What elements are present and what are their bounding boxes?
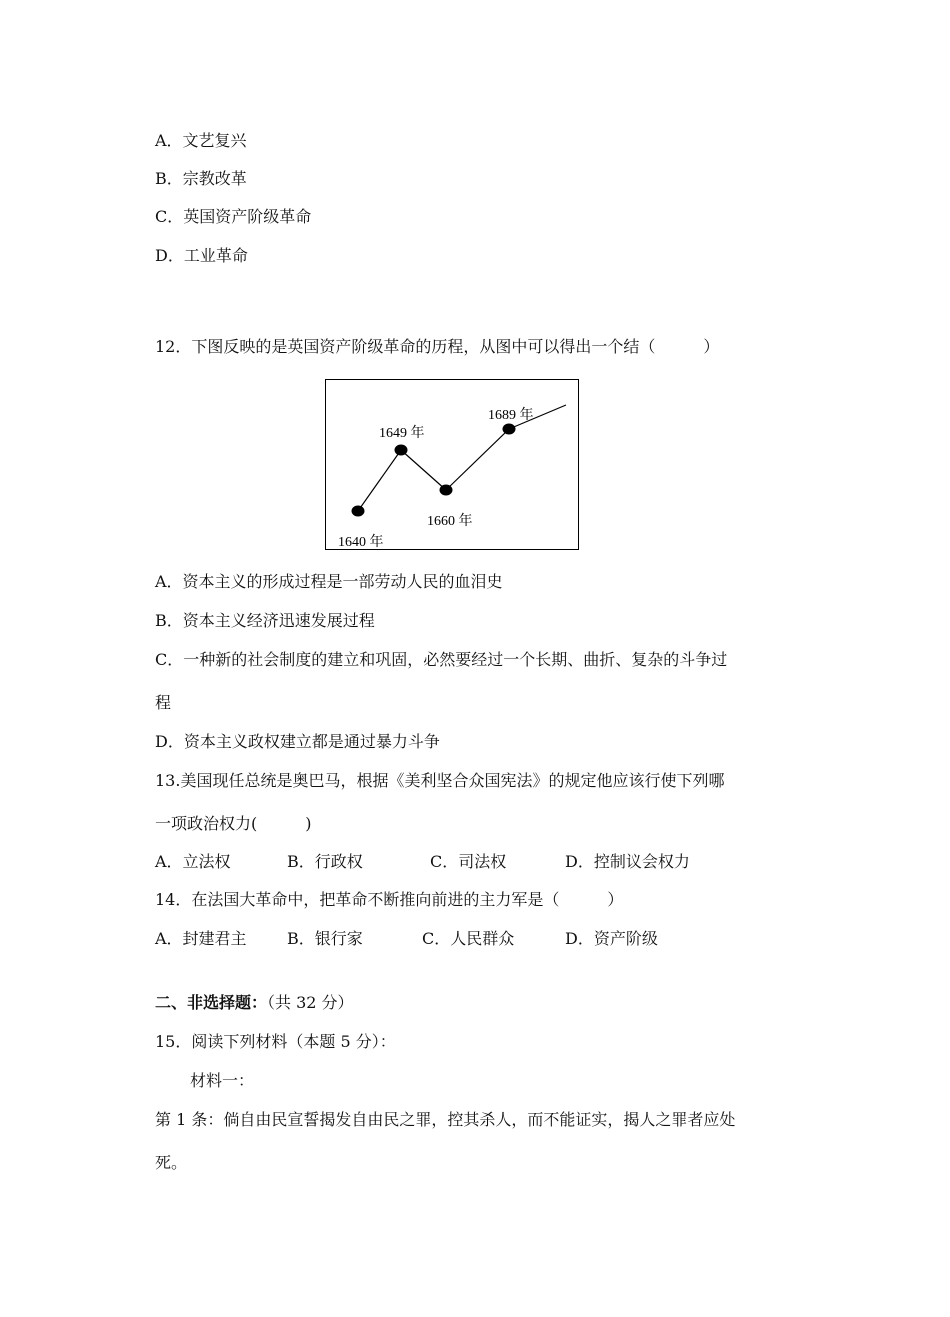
q13-options-row — [0, 852, 950, 872]
q14-options-row — [0, 929, 950, 949]
q14-option-d: D．资产阶级 — [565, 929, 658, 948]
section-2-heading: 二、非选择题： — [155, 993, 268, 1012]
q15-text-line1: 第 1 条：倘自由民宣誓揭发自由民之罪，控其杀人，而不能证实，揭人之罪者应处 — [155, 1110, 736, 1129]
q15-text-line2: 死。 — [155, 1153, 188, 1172]
q13-stem-line2: 一项政治权力( ) — [155, 814, 312, 833]
section-2-score-note: （共 32 分） — [267, 993, 354, 1012]
q13-option-b: B．行政权 — [287, 852, 363, 871]
chart-point-label-1: 1640 年 — [338, 535, 384, 550]
q13-stem-line1: 13.美国现任总统是奥巴马，根据《美利坚合众国宪法》的规定他应该行使下列哪 — [155, 771, 725, 790]
q11-option-d: D．工业革命 — [155, 246, 248, 265]
chart-point-1 — [352, 506, 365, 517]
q11-option-c: C．英国资产阶级革命 — [155, 207, 312, 226]
q13-option-d: D．控制议会权力 — [565, 852, 690, 871]
q15-stem: 15．阅读下列材料（本题 5 分）： — [155, 1032, 396, 1051]
chart-point-label-2: 1649 年 — [379, 426, 425, 441]
chart-point-4 — [503, 424, 516, 435]
chart-canvas — [326, 380, 580, 551]
q12-option-b: B．资本主义经济迅速发展过程 — [155, 611, 375, 630]
q15-material-label: 材料一： — [190, 1071, 255, 1090]
q14-option-c: C．人民群众 — [422, 929, 515, 948]
chart-point-3 — [440, 485, 453, 496]
q14-option-a: A．封建君主 — [155, 929, 247, 948]
q11-option-a: A．文艺复兴 — [155, 131, 247, 150]
q12-option-c: C．一种新的社会制度的建立和巩固，必然要经过一个长期、曲折、复杂的斗争过 — [155, 650, 728, 669]
chart-point-2 — [395, 445, 408, 456]
section-2-header — [155, 993, 354, 1013]
q11-option-b: B．宗教改革 — [155, 169, 247, 188]
q13-option-c: C．司法权 — [430, 852, 507, 871]
revolution-timeline-chart — [325, 379, 579, 550]
q14-stem: 14．在法国大革命中，把革命不断推向前进的主力军是（ ） — [155, 890, 624, 909]
chart-segment-2 — [401, 450, 446, 490]
q12-stem: 12．下图反映的是英国资产阶级革命的历程，从图中可以得出一个结（ ） — [155, 337, 720, 356]
q13-option-a: A．立法权 — [155, 852, 231, 871]
q12-option-d: D．资本主义政权建立都是通过暴力斗争 — [155, 732, 440, 751]
q14-option-b: B．银行家 — [287, 929, 363, 948]
chart-point-label-3: 1660 年 — [427, 514, 473, 529]
chart-segment-3 — [446, 429, 509, 490]
chart-point-label-4: 1689 年 — [488, 408, 534, 423]
q12-option-a: A．资本主义的形成过程是一部劳动人民的血泪史 — [155, 572, 503, 591]
chart-segment-1 — [358, 450, 401, 511]
q12-option-c-continued: 程 — [155, 693, 172, 712]
